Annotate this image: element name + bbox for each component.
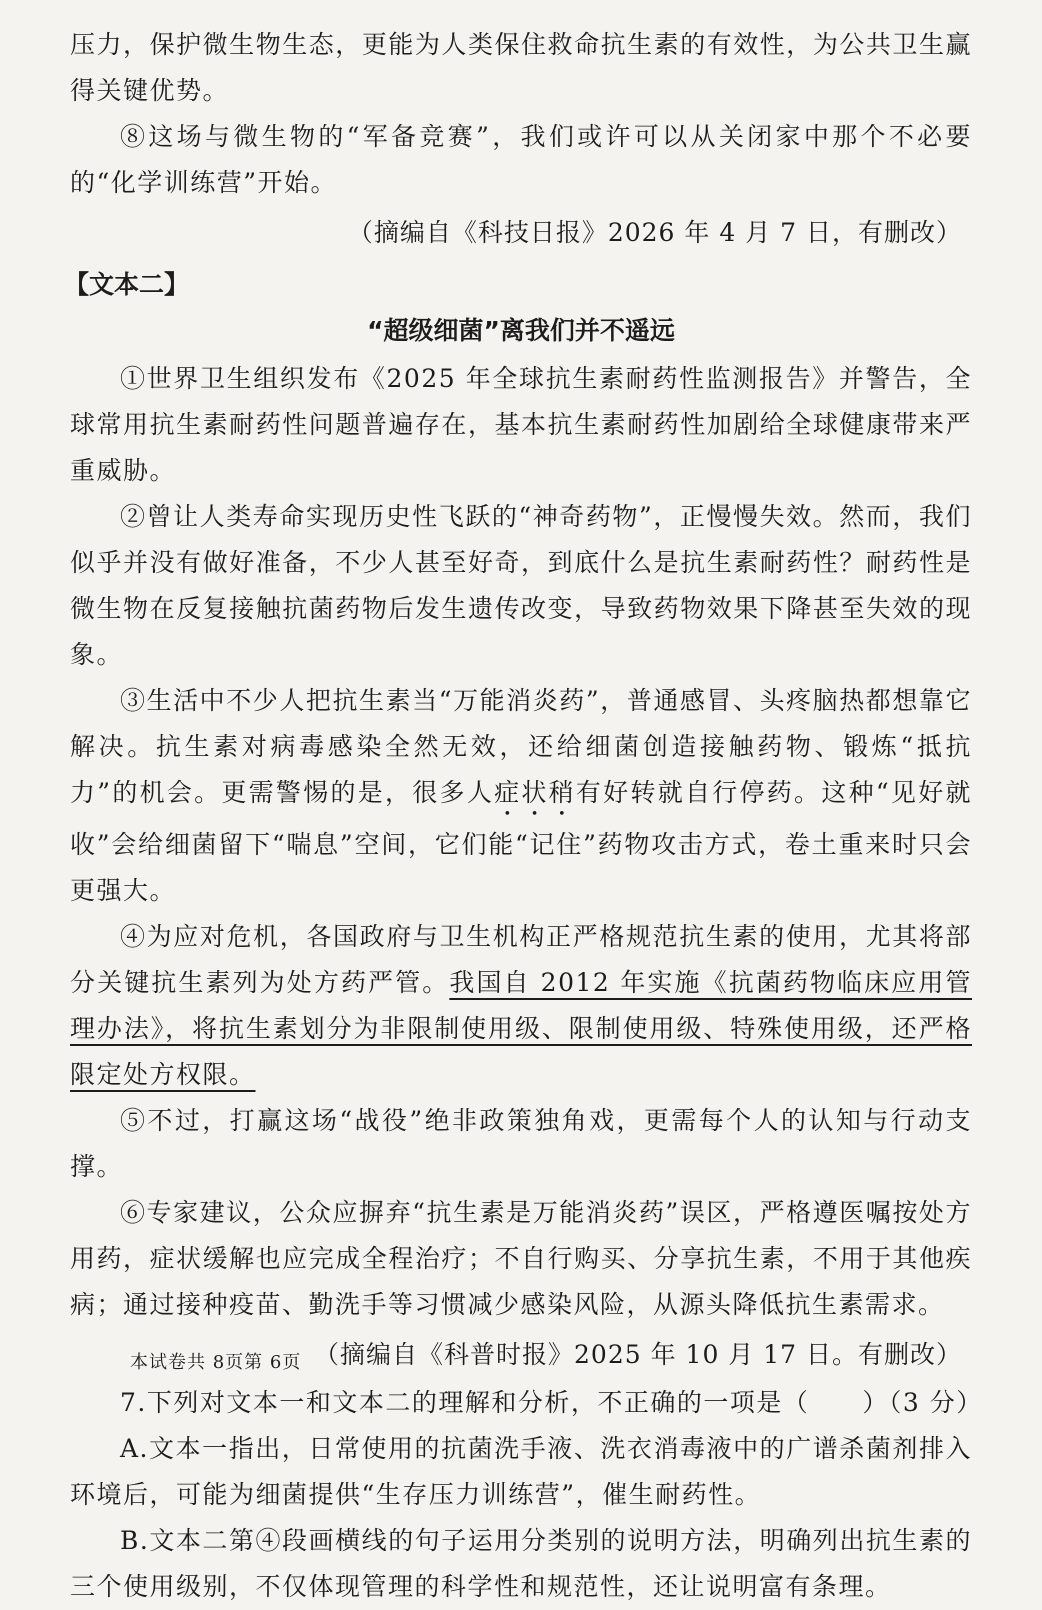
question-7-stem: 7.下列对文本一和文本二的理解和分析，不正确的一项是（ ）（3 分）: [120, 1388, 983, 1417]
text2-paragraph-6: ⑥专家建议，公众应摒弃“抗生素是万能消炎药”误区，严格遵医嘱按处方用药，症状缓解也应完成全程治疗；不自行购买、分享抗生素，不用于其他疾病；通过接种疫苗、勤洗手等习惯减少感染风险，从源头降低抗生素需求。: [70, 1198, 972, 1319]
underlined-sentence: 我国自 2012 年实施《抗菌药物临床应用管理办法》，将抗生素划分为非限制使用级、限制使用级、特殊使用级，还严格限定处方权限。: [70, 968, 972, 1089]
paragraph-3-part-b: 有好转就自行停药。这种“见好就收”会给细菌留下“喘息”空间，它们能“记住”药物攻击方式，卷土重来时只会更强大。: [70, 778, 972, 905]
question-7-option-a: A.文本一指出，日常使用的抗菌洗手液、洗衣消毒液中的广谱杀菌剂排入环境后，可能为细菌提供“生存压力训练营”，催生耐药性。: [70, 1434, 972, 1509]
dotted-emphasis-text: 症状稍: [494, 778, 576, 807]
page-footer: 本试卷共 8页第 6页: [130, 1352, 302, 1373]
text2-paragraph-1: ①世界卫生组织发布《2025 年全球抗生素耐药性监测报告》并警告，全球常用抗生素耐药性问题普遍存在，基本抗生素耐药性加剧给全球健康带来严重威胁。: [70, 364, 972, 485]
paragraph-3-part-a: ③生活中不少人把抗生素当“万能消炎药”，普通感冒、头疼脑热都想靠它解决。抗生素对病毒感染全然无效，还给细菌创造接触药物、锻炼“抵抗力”的机会。更需警惕的是，很多人: [70, 686, 972, 807]
question-7-option-b: B.文本二第④段画横线的句子运用分类别的说明方法，明确列出抗生素的三个使用级别，不仅体现管理的科学性和规范性，还让说明富有条理。: [70, 1526, 972, 1601]
paragraph-4-part-a: ④为应对危机，各国政府与卫生机构正严格规范抗生素的使用，尤其将部分关键抗生素列为处方药严管。: [70, 922, 972, 997]
text2-paragraph-5: ⑤不过，打赢这场“战役”绝非政策独角戏，更需每个人的认知与行动支撑。: [70, 1106, 972, 1181]
text2-source-citation: （摘编自《科普时报》2025 年 10 月 17 日。有删改）: [314, 1340, 962, 1369]
text1-paragraph-8: ⑧这场与微生物的“军备竞赛”，我们或许可以从关闭家中那个不必要的“化学训练营”开始。: [70, 122, 972, 197]
text1-continuation: 压力，保护微生物生态，更能为人类保住救命抗生素的有效性，为公共卫生赢得关键优势。: [70, 30, 972, 105]
text2-title: “超级细菌”离我们并不遥远: [367, 316, 675, 345]
text1-source-citation: （摘编自《科技日报》2026 年 4 月 7 日，有删改）: [347, 218, 962, 247]
text2-paragraph-4: [70, 914, 972, 1098]
text2-paragraph-3: [70, 678, 972, 914]
text2-label: 【文本二】: [64, 270, 190, 299]
text2-paragraph-2: ②曾让人类寿命实现历史性飞跃的“神奇药物”，正慢慢失效。然而，我们似乎并没有做好准备，不少人甚至好奇，到底什么是抗生素耐药性？耐药性是微生物在反复接触抗菌药物后发生遗传改变，导致药物效果下降甚至失效的现象。: [70, 502, 972, 669]
